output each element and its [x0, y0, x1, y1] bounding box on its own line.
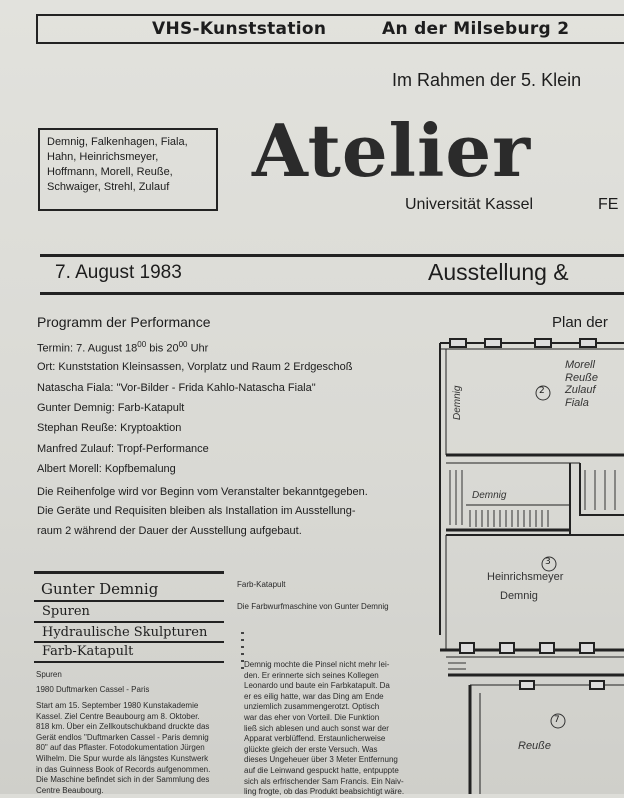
plan-name: Reuße — [565, 371, 599, 384]
text-line: auf die Leinwand gespuckt hatte, entpuppte — [244, 765, 399, 775]
termin-text: Uhr — [187, 342, 209, 355]
exhibition-label: Ausstellung & — [428, 259, 569, 285]
poster-subtitle-cut: FE — [598, 196, 619, 213]
text-line: war das eher von Vorteil. Die Funktion — [244, 712, 380, 722]
table-rule — [34, 641, 224, 643]
plan-name: Heinrichsmeyer — [487, 571, 564, 583]
poster-title: Atelier — [252, 108, 532, 193]
text-line: Leonardo und baute ein Farbkatapult. Da — [244, 681, 390, 691]
banner-rule-bottom — [40, 292, 624, 295]
program-line: Die Geräte und Requisiten bleiben als Installation im Ausstellung- — [37, 505, 356, 517]
plan-name: Demnig — [500, 590, 538, 602]
katapult-subheading: Die Farbwurfmaschine von Gunter Demnig — [237, 602, 389, 611]
text-line: Centre Beaubourg. — [36, 785, 104, 795]
program-line: Stephan Reuße: Kryptoaktion — [37, 422, 182, 434]
program-heading: Programm der Performance — [37, 314, 211, 330]
artists-line: Hoffmann, Morell, Reuße, — [47, 166, 173, 178]
text-line: Die Maschine befindet sich in der Sammlung des — [36, 775, 210, 785]
termin-sup: 00 — [178, 340, 188, 349]
termin-text: Termin: 7. August 18 — [37, 342, 138, 355]
room-number: 2 — [539, 386, 545, 396]
program-line: Ort: Kunststation Kleinsassen, Vorplatz und Raum 2 Erdgeschoß — [37, 361, 353, 373]
program-line: Die Reihenfolge wird vor Beginn vom Veranstalter bekanntgegeben. — [37, 486, 368, 498]
table-row: Hydraulische Skulpturen — [42, 625, 208, 640]
table-rule — [34, 571, 224, 574]
plan-name: Morell — [565, 359, 595, 371]
room-number: 7 — [554, 715, 560, 725]
plan-name: Reuße — [518, 740, 552, 752]
plan-name: Zulauf — [565, 384, 596, 396]
context-line: Im Rahmen der 5. Klein — [392, 70, 582, 90]
program-line: Natascha Fiala: "Vor-Bilder - Frida Kahlo-Natascha Fiala" — [37, 382, 316, 394]
stair-label: Demnig — [472, 490, 507, 501]
text-line: Kassel. Ziel Centre Beaubourg am 8. Oktober. — [36, 711, 200, 721]
program-line: Albert Morell: Kopfbemalung — [37, 463, 176, 475]
banner-rule-top — [40, 254, 624, 257]
spuren-heading: Spuren — [36, 670, 62, 679]
spuren-text — [36, 701, 210, 796]
event-date: 7. August 1983 — [55, 262, 182, 283]
artists-line: Hahn, Heinrichsmeyer, — [47, 151, 159, 163]
text-line: 818 km. Über ein Zellkoutschukband druckte das — [36, 722, 210, 732]
artists-line: Schwaiger, Strehl, Zulauf — [47, 181, 170, 193]
table-rule — [34, 621, 224, 623]
demnig-name: Gunter Demnig — [41, 580, 159, 598]
room2-names — [565, 359, 598, 409]
text-line: er es eilig hatte, war das Ding am Ende — [244, 691, 384, 701]
artists-box — [38, 128, 218, 211]
katapult-text — [244, 660, 404, 798]
plan-name: Fiala — [565, 396, 589, 409]
termin-text: bis 20 — [146, 342, 179, 355]
text-line: Gerät endlos "Duftmarken Cassel - Paris demnig — [36, 732, 209, 742]
table-row: Spuren — [42, 604, 90, 619]
text-line: Demnig mochte die Pinsel nicht mehr lei- — [244, 660, 390, 669]
room-number: 3 — [545, 557, 551, 567]
text-line: Apparat verblüffend. Erstaunlicherweise — [244, 734, 386, 744]
text-line: in das Guinness Book of Records aufgenommen. — [36, 764, 211, 774]
text-line: ling frogte, ob das Produkt beabsichtigt wäre. — [244, 787, 405, 797]
katapult-heading: Farb-Katapult — [237, 580, 286, 589]
text-line: dieses Ungeheuer über 3 Meter Entfernung — [244, 755, 398, 765]
poster-subtitle: Universität Kassel — [405, 196, 534, 213]
venue-name: VHS-Kunststation — [152, 19, 327, 39]
text-line: 80" auf das Pflaster. Fotodokumentation Jürgen — [36, 743, 205, 753]
text-line: unziemlich zusammengerotzt. Optisch — [244, 702, 380, 712]
spuren-subheading: 1980 Duftmarken Cassel - Paris — [36, 685, 150, 694]
termin-sup: 00 — [137, 340, 147, 349]
program-line: Manfred Zulauf: Tropf-Performance — [37, 443, 209, 455]
venue-address: An der Milseburg 2 — [382, 19, 570, 39]
text-line: Start am 15. September 1980 Kunstakademie — [36, 701, 199, 710]
plan-title: Plan der — [552, 314, 608, 331]
text-line: den. Er erinnerte sich seines Kollegen — [244, 670, 379, 680]
text-line: ließ sich ablesen und auch sonst war der — [244, 723, 389, 733]
table-rule — [34, 661, 224, 663]
program-termin — [37, 340, 208, 355]
text-line: sich als erfrischender Sam Francis. Ein Naiv- — [244, 776, 404, 786]
program-line: Gunter Demnig: Farb-Katapult — [37, 402, 185, 414]
text-line: glückte gleich der erste Versuch. Was — [244, 744, 378, 754]
program-line: raum 2 während der Dauer der Ausstellung aufgebaut. — [37, 525, 302, 537]
table-rule — [34, 600, 224, 602]
wall-label: Demnig — [452, 385, 463, 420]
table-row: Farb-Katapult — [42, 644, 134, 659]
artists-line: Demnig, Falkenhagen, Fiala, — [47, 136, 188, 148]
text-line: Wilhelm. Die Spur wurde als längstes Kunstwerk — [36, 753, 209, 763]
